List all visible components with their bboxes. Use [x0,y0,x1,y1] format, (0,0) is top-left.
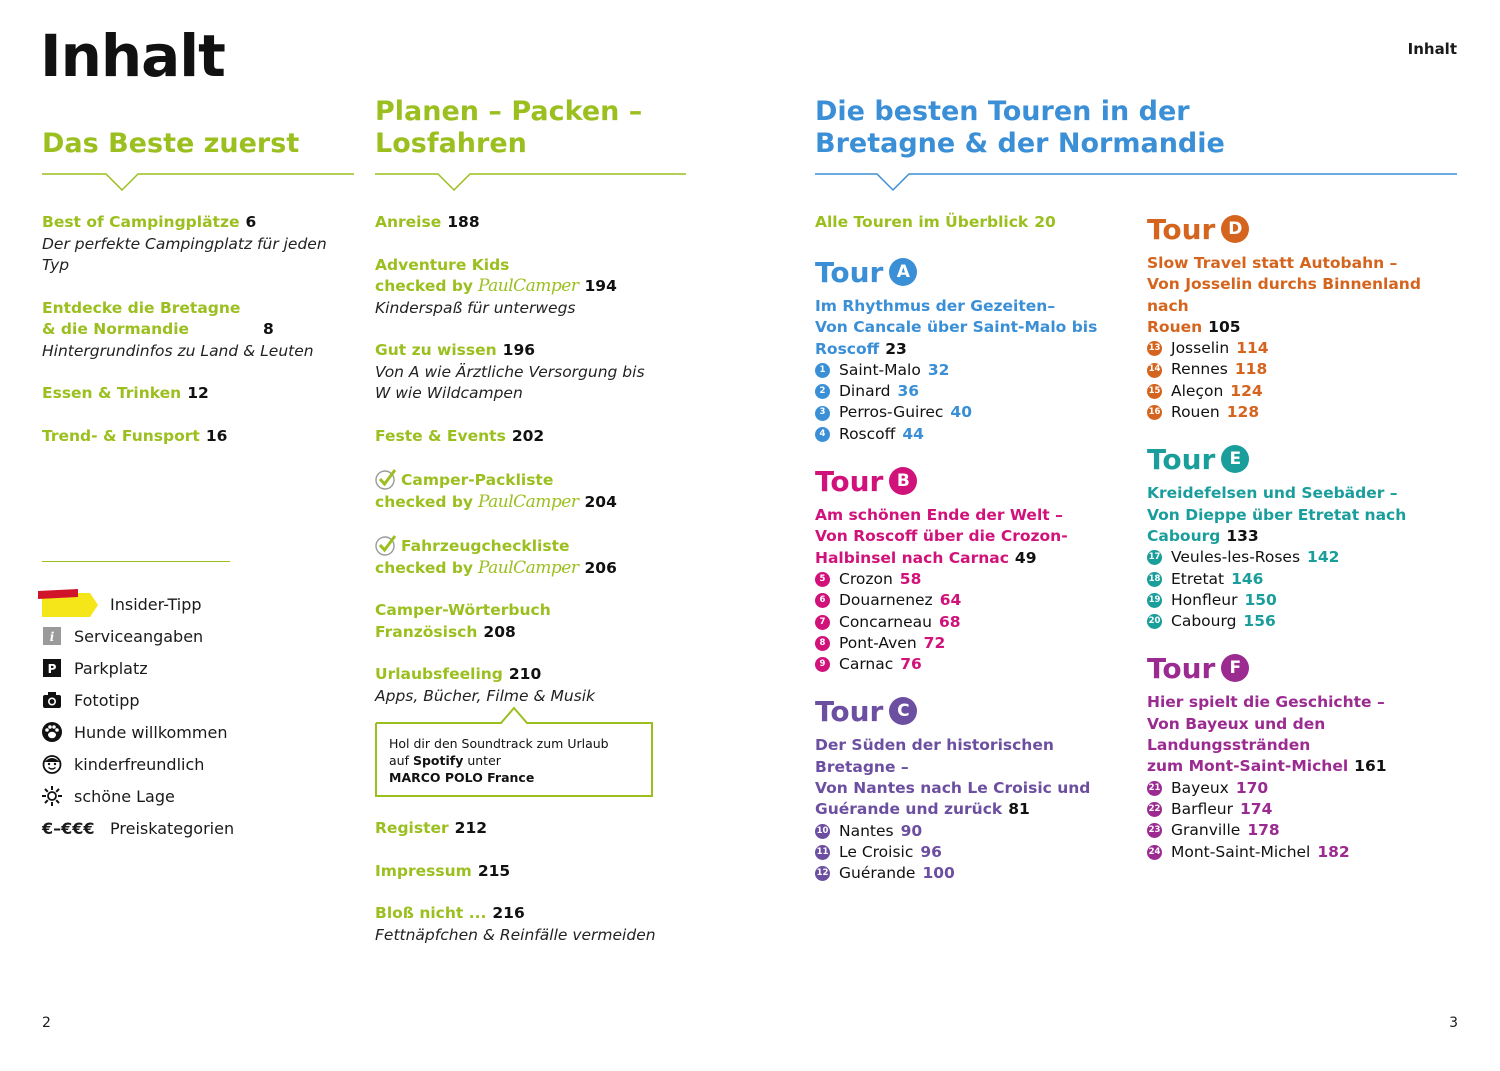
stop-name: Pont-Aven [839,633,917,652]
tour-heading [815,254,1135,290]
section-heading-touren: Die besten Touren in der Bretagne & der Normandie [815,96,1225,159]
tour-stop[interactable] [1147,547,1467,568]
stop-number-badge: 22 [1147,802,1162,817]
svg-text:P: P [47,662,57,676]
tour-title-line: Kreidefelsen und Seebäder – [1147,484,1398,503]
stop-number-badge: 13 [1147,341,1162,356]
stop-number-badge: 23 [1147,823,1162,838]
stop-number-badge: 15 [1147,384,1162,399]
tour-word: Tour [1147,212,1216,246]
child-face-icon [42,754,62,774]
stop-name: Perros-Guirec [839,403,944,422]
tour-heading [815,693,1135,729]
tour-stop[interactable] [1147,569,1467,590]
tour-title-line: Roscoff 23 [815,339,907,358]
tour-stop[interactable] [815,402,1135,423]
tour-title-line: Am schönen Ende der Welt – [815,506,1063,525]
tour-page: 133 [1226,526,1259,545]
tour-stop[interactable] [1147,799,1467,820]
tour-title-line: Cabourg 133 [1147,526,1259,545]
stop-page: 32 [927,360,950,379]
toc-entry[interactable]: Trend- & Funsport 16 [42,426,228,445]
tour-page: 49 [1014,548,1037,567]
stop-page: 146 [1231,569,1264,588]
stop-name: Dinard [839,382,891,401]
stop-name: Josselin [1171,339,1230,358]
stop-number-badge: 1 [815,363,830,378]
legend-item: Insider-Tipp [38,588,338,620]
stop-name: Cabourg [1171,612,1237,631]
stop-number-badge: 3 [815,406,830,421]
tour-block[interactable] [815,463,1135,675]
stop-name: Etretat [1171,569,1225,588]
stop-page: 150 [1244,590,1277,609]
paulcamper-logo: PaulCamper [477,276,579,296]
stop-number-badge: 14 [1147,363,1162,378]
stop-number-badge: 4 [815,427,830,442]
stop-page: 142 [1307,548,1340,567]
col2-entries-top [375,212,675,728]
toc-entry[interactable]: Entdecke die Bretagne & die Normandie 8 Hintergrundinfos zu Land & Leuten [42,298,314,360]
tour-letter-badge: A [889,258,917,286]
tour-block[interactable] [815,693,1135,884]
tour-title-line: zum Mont-Saint-Michel 161 [1147,757,1387,776]
stop-name: Carnac [839,655,894,674]
stop-number-badge: 7 [815,615,830,630]
stop-number-badge: 24 [1147,845,1162,860]
tour-word: Tour [815,464,884,498]
tour-title-line: Hier spielt die Geschichte – [1147,693,1385,712]
stop-page: 156 [1243,612,1276,631]
tour-stop[interactable] [1147,402,1467,423]
tour-stop[interactable] [815,821,1135,842]
section-heading-planen: Planen – Packen – Losfahren [375,96,643,159]
tour-title [1147,692,1467,777]
tour-title-line: Von Dieppe über Etretat nach [1147,505,1407,524]
tour-stops [1147,547,1467,632]
stop-page: 174 [1240,799,1273,818]
stop-name: Concarneau [839,612,932,631]
camera-icon [42,690,62,710]
stop-number-badge: 12 [815,866,830,881]
toc-entry[interactable]: Fahrzeugcheckliste checked by PaulCamper 206 [375,534,675,579]
stop-page: 40 [950,403,972,422]
svg-text:i: i [49,630,55,644]
toc-entry[interactable]: Gut zu wissen 196 Von A wie Ärztliche Versorgung bis W wie Wildcampen [375,341,645,402]
sun-icon [42,786,62,806]
toc-entry[interactable]: Bloß nicht ... 216 Fettnäpfchen & Reinfälle vermeiden [375,904,656,944]
stop-name: Barfleur [1171,799,1233,818]
stop-number-badge: 18 [1147,572,1162,587]
toc-entry[interactable]: Anreise 188 [375,213,480,231]
tour-title-line: Slow Travel statt Autobahn – [1147,254,1398,272]
stop-page: 96 [920,842,942,861]
stop-name: Rouen [1171,403,1220,422]
stop-name: Nantes [839,821,894,840]
stop-number-badge: 2 [815,384,830,399]
tour-stop[interactable] [815,612,1135,633]
stop-name: Veules-les-Roses [1171,548,1301,567]
tour-title [1147,483,1467,547]
section-divider-3 [815,162,1460,192]
tour-stop[interactable] [815,381,1135,402]
tour-title-line: Von Roscoff über die Crozon- [815,527,1068,546]
info-icon [42,626,62,646]
tour-block[interactable] [1147,211,1467,423]
tour-letter-badge: E [1221,445,1249,473]
stop-number-badge: 11 [815,845,830,860]
stop-page: 114 [1236,339,1269,358]
stop-page: 58 [899,569,922,588]
stop-name: Granville [1171,821,1241,840]
stop-name: Guérande [839,864,916,883]
toc-entry[interactable]: Impressum 215 [375,861,511,880]
tour-stop[interactable] [815,633,1135,654]
toc-entry[interactable]: Essen & Trinken 12 [42,384,209,402]
checkmark-icon [375,468,397,490]
stop-number-badge: 8 [815,636,830,651]
tour-letter-badge: C [889,697,917,725]
tour-word: Tour [815,694,884,728]
legend-item: i Serviceangaben [42,620,338,652]
col2-entries-bottom [375,818,675,967]
tour-heading [815,463,1135,499]
checkmark-icon [375,534,397,556]
stop-name: Le Croisic [839,842,914,861]
stop-page: 64 [939,591,962,610]
tour-block[interactable] [1147,441,1467,632]
tour-stop[interactable] [815,842,1135,863]
tours-column-left [815,254,1135,903]
tour-stops [815,821,1135,885]
tour-stops [815,569,1135,675]
tour-stops [1147,778,1467,863]
stop-number-badge: 5 [815,572,830,587]
legend-item: P Parkplatz [42,652,338,684]
tour-overview-entry[interactable]: Alle Touren im Überblick 20 [815,213,1056,231]
legend [38,588,338,844]
tour-page: 105 [1208,317,1241,336]
stop-number-badge: 19 [1147,593,1162,608]
stop-page: 124 [1230,381,1263,400]
tour-stops [815,360,1135,445]
stop-page: 68 [938,612,961,631]
stop-name: Aleçon [1171,381,1224,400]
tour-stop[interactable] [815,360,1135,381]
tour-letter-badge: D [1221,215,1249,243]
col1-entries [42,212,342,468]
page-number-right: 3 [1449,1015,1458,1031]
tour-title-line: Von Bayeux und den Landungsstränden [1147,714,1326,755]
page-number-left: 2 [42,1015,51,1031]
tour-stop[interactable] [1147,842,1467,863]
stop-name: Douarnenez [839,591,933,610]
stop-name: Bayeux [1171,778,1229,797]
tour-page: 81 [1008,800,1030,819]
legend-item: schöne Lage [42,780,338,812]
stop-page: 72 [923,633,946,652]
stop-page: 76 [900,655,922,674]
toc-entry[interactable]: Adventure Kids checked by PaulCamper 194 Kinderspaß für unterwegs [375,255,617,317]
tour-stop[interactable] [1147,359,1467,380]
page-title: Inhalt [40,22,225,90]
tour-title-line: Von Nantes nach Le Croisic und [815,779,1091,798]
stop-page: 182 [1317,842,1350,861]
tour-stop[interactable] [1147,590,1467,611]
legend-divider [42,561,230,562]
stop-name: Roscoff [839,424,896,443]
section-divider-2 [375,162,687,192]
insider-tipp-icon [38,589,100,619]
stop-page: 128 [1226,403,1260,422]
tour-stop[interactable] [1147,820,1467,841]
tour-title-line: Rouen 105 [1147,317,1241,336]
tour-title-line: Von Cancale über Saint-Malo bis [815,318,1098,337]
stop-number-badge: 10 [815,824,830,839]
stop-name: Honfleur [1171,590,1238,609]
stop-number-badge: 16 [1147,405,1162,420]
legend-item: Hunde willkommen [42,716,338,748]
tour-block[interactable] [1147,650,1467,862]
tour-stop[interactable] [1147,611,1467,632]
tour-stop[interactable] [1147,778,1467,799]
tour-heading [1147,650,1467,686]
tour-stop[interactable] [815,590,1135,611]
tour-title-line: Halbinsel nach Carnac 49 [815,548,1037,567]
tour-word: Tour [815,255,884,289]
tour-title [815,735,1135,820]
section-heading-das-beste: Das Beste zuerst [42,128,300,159]
tour-heading [1147,211,1467,247]
tour-block[interactable] [815,254,1135,445]
toc-entry[interactable]: Register 212 [375,819,488,837]
tour-title-line: Von Josselin durchs Binnenland nach [1147,275,1421,315]
stop-name: Rennes [1171,360,1228,379]
stop-number-badge: 21 [1147,781,1162,796]
stop-page: 36 [897,382,920,401]
toc-entry[interactable]: Urlaubsfeeling 210 Apps, Bücher, Filme & Musik [375,665,596,705]
paw-icon [42,722,62,742]
tour-title [815,505,1135,569]
tour-word: Tour [1147,442,1216,476]
tour-letter-badge: B [889,467,917,495]
paulcamper-logo: PaulCamper [477,557,579,578]
section-divider-1 [42,162,354,192]
toc-entry[interactable]: Camper-Packliste checked by PaulCamper 204 [375,468,675,513]
toc-entry[interactable]: Feste & Events 202 [375,426,545,445]
stop-page: 178 [1247,821,1280,840]
price-symbol: €–€€€ [42,818,95,838]
tour-stops [1147,338,1467,423]
stop-name: Crozon [839,569,893,588]
stop-number-badge: 17 [1147,550,1162,565]
tour-stop[interactable] [815,654,1135,675]
tour-title [1147,253,1467,338]
stop-page: 170 [1235,778,1269,797]
parking-icon [42,658,62,678]
tour-heading [1147,441,1467,477]
toc-entry[interactable]: Camper-Wörterbuch Französisch 208 [375,601,551,641]
tour-page: 161 [1354,757,1387,776]
tour-stop[interactable] [815,863,1135,884]
tour-title-line: Der Süden der historischen Bretagne – [815,736,1054,776]
tour-stop[interactable] [815,569,1135,590]
tour-page: 23 [885,339,907,358]
toc-entry[interactable]: Best of Campingplätze 6 Der perfekte Campingplatz für jeden Typ [42,213,327,274]
tour-title-line: Guérande und zurück 81 [815,800,1030,819]
stop-number-badge: 9 [815,657,830,672]
stop-page: 100 [922,864,955,883]
tour-stop[interactable] [1147,338,1467,359]
tour-title [815,296,1135,360]
legend-item: €–€€€ Preiskategorien [42,818,235,838]
legend-item: Fototipp [42,684,338,716]
paulcamper-logo: PaulCamper [477,491,579,512]
tour-stop[interactable] [815,424,1135,445]
tour-stop[interactable] [1147,381,1467,402]
running-header: Inhalt [1407,40,1457,58]
stop-page: 90 [900,821,923,840]
tour-word: Tour [1147,651,1216,685]
stop-number-badge: 6 [815,593,830,608]
stop-name: Mont-Saint-Michel [1171,842,1311,861]
stop-name: Saint-Malo [839,360,921,379]
legend-item: kinderfreundlich [42,748,338,780]
stop-page: 44 [902,424,924,443]
tour-letter-badge: F [1221,654,1249,682]
stop-number-badge: 20 [1147,614,1162,629]
stop-page: 118 [1234,360,1268,379]
spotify-callout: Hol dir den Soundtrack zum Urlaub auf Spotify unter MARCO POLO France [375,705,653,797]
tour-title-line: Im Rhythmus der Gezeiten– [815,297,1056,315]
tours-column-right [1147,211,1467,881]
